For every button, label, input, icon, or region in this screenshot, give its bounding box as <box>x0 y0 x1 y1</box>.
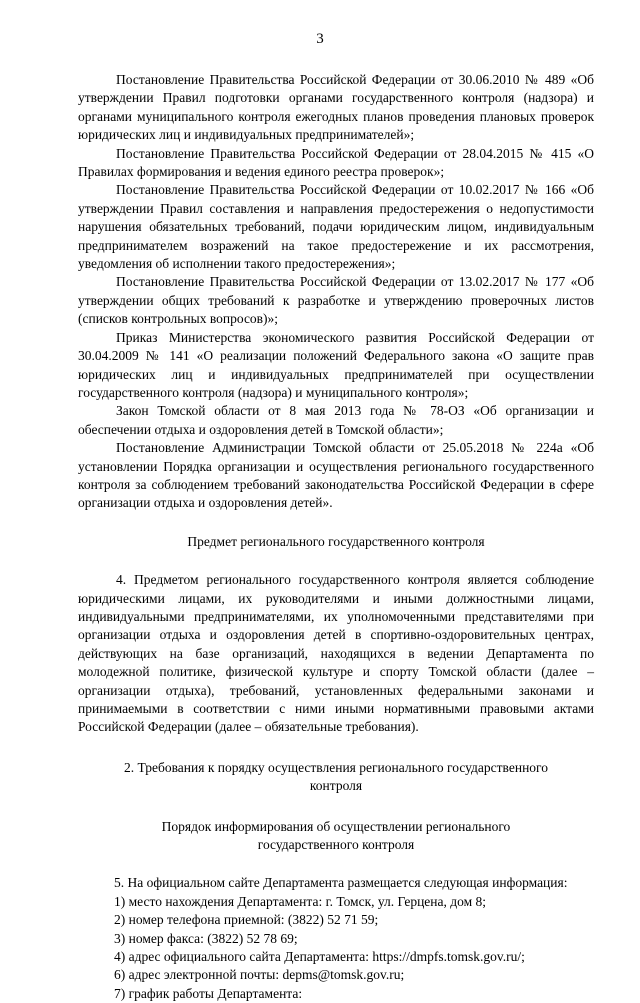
legal-act-item: Постановление Правительства Российской Федерации от 13.02.2017 № 177 «Об утверждении общих требований к разработке и утверждению проверочных листов (списков контрольных вопросов)»; <box>78 274 594 327</box>
page-number: 3 <box>316 31 324 47</box>
list-item: 7) график работы Департамента: <box>114 985 303 1001</box>
section-2-heading: 2. Требования к порядку осуществления регионального государственного контроля <box>124 759 548 794</box>
list-item: 4) адрес официального сайта Департамента: https://dmpfs.tomsk.gov.ru/; <box>114 949 525 965</box>
informing-heading: Порядок информирования об осуществлении регионального государственного контроля <box>161 818 511 853</box>
paragraph-4: 4. Предметом регионального государственного контроля является соблюдение юридическими лицами, их руководителями и иными должностными лицами, индивидуальными предпринимателями, их уполномоченными представителями при организации отдыха и оздоровления детей в спортивно-оздоровительных центрах, действующих на базе организаций, находящихся в ведении Департамента по молодежной политике, физической культуре и спорту Томской области (далее – организации отдыха), требований, установленных федеральными законами и принимаемыми в соответствии с ними иными нормативными правовыми актами Российской Федерации (далее – обязательные требования). <box>78 572 594 735</box>
info-list <box>78 874 594 1003</box>
list-item: 2) номер телефона приемной: (3822) 52 71 59; <box>114 912 379 928</box>
subject-heading: Предмет регионального государственного контроля <box>187 533 485 549</box>
legal-act-item: Постановление Администрации Томской области от 25.05.2018 № 224а «Об установлении Порядка организации и осуществления регионального государственного контроля за соблюдением требований законодательства Российской Федерации в сфере организации отдыха и оздоровления детей». <box>78 440 594 511</box>
list-item: 3) номер факса: (3822) 52 78 69; <box>114 930 298 946</box>
legal-act-item: Постановление Правительства Российской Федерации от 30.06.2010 № 489 «Об утверждении Правил подготовки органами государственного контроля (надзора) и органами муниципального контроля ежегодных планов проведения плановых проверок юридических лиц и индивидуальных предпринимателей»; <box>78 72 594 143</box>
list-item: 6) адрес электронной почты: depms@tomsk.gov.ru; <box>114 967 405 983</box>
legal-act-item: Постановление Правительства Российской Федерации от 10.02.2017 № 166 «Об утверждении Правил составления и направления предостережения о недопустимости нарушения обязательных требований, подачи юридическим лицом, индивидуальным предпринимателем возражений на такое предостережение и их рассмотрения, уведомления об исполнении такого предостережения»; <box>78 182 594 272</box>
legal-act-item: Постановление Правительства Российской Федерации от 28.04.2015 № 415 «О Правилах формирования и ведения единого реестра проверок»; <box>78 145 594 180</box>
legal-act-item: Закон Томской области от 8 мая 2013 года № 78-ОЗ «Об организации и обеспечении отдыха и оздоровления детей в Томской области»; <box>78 403 594 437</box>
list-item: 1) место нахождения Департамента: г. Томск, ул. Герцена, дом 8; <box>114 893 487 909</box>
legal-act-item: Приказ Министерства экономического развития Российской Федерации от 30.04.2009 № 141 «О реализации положений Федерального закона «О защите прав юридических лиц и индивидуальных предпринимателей при осуществлении государственного контроля (надзора) и муниципального контроля»; <box>78 329 594 400</box>
document-body <box>78 71 594 1003</box>
paragraph-5-intro: 5. На официальном сайте Департамента размещается следующая информация: <box>114 875 568 891</box>
